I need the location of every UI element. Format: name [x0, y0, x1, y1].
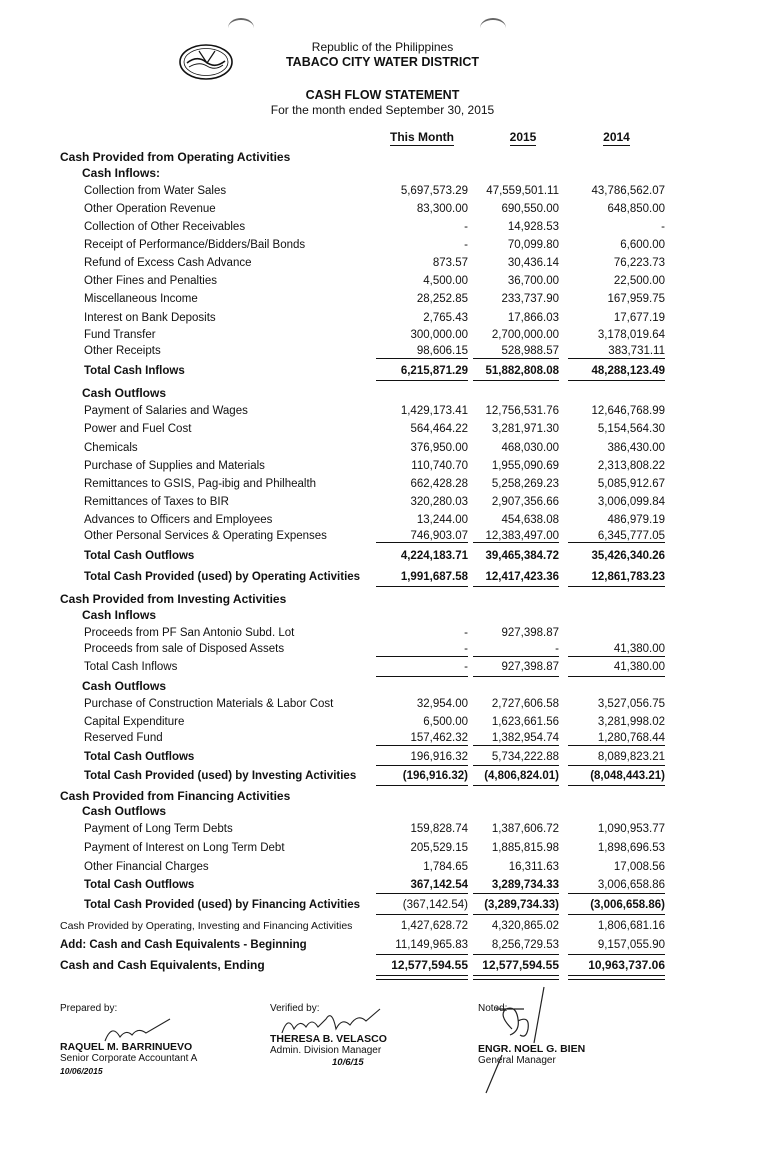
- line-item-label: Proceeds from PF San Antonio Subd. Lot: [84, 627, 295, 639]
- amount-this-month: -: [464, 221, 468, 233]
- rule: [568, 914, 665, 915]
- amount-2014: 1,280,768.44: [597, 732, 665, 744]
- amount-2014: 17,008.56: [613, 861, 665, 873]
- line-item-label: Capital Expenditure: [84, 716, 185, 728]
- line-item-row: [0, 840, 765, 856]
- amount-2015: 70,099.80: [507, 239, 559, 251]
- amount-this-month: 873.57: [432, 257, 468, 269]
- amount-2015: 2,907,356.66: [491, 496, 559, 508]
- rule: [473, 676, 559, 677]
- line-item-row: [0, 403, 765, 419]
- amount-2015: 927,398.87: [501, 627, 559, 639]
- punch-hole-mark: [480, 18, 506, 38]
- amount-2015: 2,700,000.00: [491, 329, 559, 341]
- signatory-title: Senior Corporate Accountant A: [60, 1053, 198, 1064]
- amount-this-month: 564,464.22: [410, 423, 468, 435]
- column-header-2014: 2014: [603, 130, 630, 144]
- document-header: [0, 40, 765, 70]
- rule: [473, 765, 559, 766]
- line-item-label: Remittances of Taxes to BIR: [84, 496, 229, 508]
- line-item-label: Power and Fuel Cost: [84, 423, 192, 435]
- line-item-row: [0, 219, 765, 235]
- amount-this-month: 28,252.85: [416, 293, 468, 305]
- line-item-row: [0, 714, 765, 730]
- line-item-label: Payment of Salaries and Wages: [84, 405, 248, 417]
- rule: [376, 745, 468, 746]
- double-rule: [376, 975, 468, 980]
- amount-this-month: 159,828.74: [410, 823, 468, 835]
- amount-2015: 468,030.00: [501, 442, 559, 454]
- amount-2014: 17,677.19: [613, 312, 665, 324]
- summary-row-combined: Cash Provided by Operating, Investing and Financing Activities 1,427,628.72 4,320,865.02 1,806,681.16: [60, 920, 665, 932]
- amount-this-month: 83,300.00: [416, 203, 468, 215]
- total-row-investing-outflows: Total Cash Outflows 196,916.32 5,734,222.88 8,089,823.21: [84, 751, 665, 763]
- rule: [568, 676, 665, 677]
- amount-this-month: 376,950.00: [410, 442, 468, 454]
- signatory-verified: [270, 1003, 420, 1069]
- net-row-financing: Total Cash Provided (used) by Financing Activities (367,142.54) (3,289,734.33) (3,006,658.86): [84, 899, 665, 911]
- signatory-noted: [478, 1003, 628, 1067]
- amount-this-month: 662,428.28: [410, 478, 468, 490]
- amount-2014: 22,500.00: [613, 275, 665, 287]
- signatory-name: RAQUEL M. BARRINUEVO: [60, 1041, 193, 1053]
- amount-this-month: 1,429,173.41: [400, 405, 468, 417]
- rule: [376, 765, 468, 766]
- line-item-label: Payment of Interest on Long Term Debt: [84, 842, 285, 854]
- rule: [568, 586, 665, 587]
- rule: [376, 914, 468, 915]
- line-item-row: [0, 255, 765, 271]
- amount-2014: 648,850.00: [607, 203, 665, 215]
- line-item-label: Collection from Water Sales: [84, 185, 227, 197]
- amount-this-month: 6,500.00: [423, 716, 468, 728]
- rule: [473, 914, 559, 915]
- amount-2014: 2,313,808.22: [597, 460, 665, 472]
- rule: [568, 656, 665, 657]
- line-item-label: Miscellaneous Income: [84, 293, 198, 305]
- line-item-row: [0, 327, 765, 343]
- amount-this-month: -: [464, 627, 468, 639]
- subsection-financing-outflows: Cash Outflows: [82, 804, 167, 818]
- statement-period: For the month ended September 30, 2015: [270, 103, 495, 117]
- amount-2014: 486,979.19: [607, 514, 665, 526]
- rule: [473, 358, 559, 359]
- statement-title: CASH FLOW STATEMENT: [305, 88, 460, 102]
- amount-2015: 1,885,815.98: [491, 842, 559, 854]
- amount-this-month: 746,903.07: [410, 530, 468, 542]
- line-item-label: Other Personal Services & Operating Expenses: [84, 530, 327, 542]
- amount-2014: 386,430.00: [607, 442, 665, 454]
- rule: [568, 785, 665, 786]
- signatory-date: 10/06/2015: [60, 1066, 103, 1076]
- rule: [376, 785, 468, 786]
- line-item-label: Fund Transfer: [84, 329, 156, 341]
- line-item-row: [0, 421, 765, 437]
- amount-2014: 1,090,953.77: [597, 823, 665, 835]
- rule: [473, 785, 559, 786]
- amount-2015: 5,258,269.23: [491, 478, 559, 490]
- rule: [376, 676, 468, 677]
- rule: [376, 358, 468, 359]
- line-item-row: [0, 237, 765, 253]
- amount-2014: 3,178,019.64: [597, 329, 665, 341]
- amount-2014: 167,959.75: [607, 293, 665, 305]
- amount-2015: 454,638.08: [501, 514, 559, 526]
- rule: [473, 954, 559, 955]
- signatory-caption: Prepared by:: [60, 1003, 118, 1014]
- rule: [376, 954, 468, 955]
- amount-2014: 6,345,777.05: [597, 530, 665, 542]
- rule: [473, 542, 559, 543]
- line-item-label: Other Financial Charges: [84, 861, 209, 873]
- line-item-row: [0, 273, 765, 289]
- line-item-row: [0, 458, 765, 474]
- amount-2015: 1,623,661.56: [491, 716, 559, 728]
- punch-hole-mark: [228, 18, 254, 38]
- line-item-row: [0, 730, 765, 746]
- line-item-row: [0, 512, 765, 528]
- line-item-label: Payment of Long Term Debts: [84, 823, 233, 835]
- rule: [473, 656, 559, 657]
- summary-row-beginning: Add: Cash and Cash Equivalents - Beginning 11,149,965.83 8,256,729.53 9,157,055.90: [60, 939, 665, 951]
- net-row-investing: Total Cash Provided (used) by Investing Activities (196,916.32) (4,806,824.01) (8,048,443.21): [84, 770, 665, 782]
- amount-this-month: 5,697,573.29: [400, 185, 468, 197]
- rule: [376, 656, 468, 657]
- line-item-row: [0, 494, 765, 510]
- line-item-label: Other Fines and Penalties: [84, 275, 217, 287]
- summary-row-ending: Cash and Cash Equivalents, Ending 12,577,594.55 12,577,594.55 10,963,737.06: [60, 958, 665, 972]
- line-item-row: [0, 821, 765, 837]
- amount-this-month: 300,000.00: [410, 329, 468, 341]
- rule: [473, 893, 559, 894]
- amount-2015: 16,311.63: [508, 861, 559, 873]
- amount-2015: 1,955,090.69: [491, 460, 559, 472]
- signatory-title: General Manager: [478, 1055, 556, 1066]
- line-item-label: Chemicals: [84, 442, 138, 454]
- amount-2015: 12,383,497.00: [485, 530, 559, 542]
- rule: [473, 586, 559, 587]
- line-item-row: [0, 183, 765, 199]
- line-item-label: Reserved Fund: [84, 732, 163, 744]
- line-item-row: [0, 440, 765, 456]
- rule: [473, 380, 559, 381]
- subsection-investing-inflows: Cash Inflows: [82, 608, 157, 622]
- signatory-name: THERESA B. VELASCO: [270, 1033, 387, 1045]
- amount-this-month: 4,500.00: [423, 275, 468, 287]
- line-item-row: [0, 343, 765, 359]
- amount-this-month: 205,529.15: [410, 842, 468, 854]
- amount-this-month: 13,244.00: [416, 514, 468, 526]
- line-item-row: [0, 476, 765, 492]
- amount-2014: 383,731.11: [608, 345, 665, 357]
- amount-2015: 17,866.03: [507, 312, 559, 324]
- amount-this-month: 32,954.00: [416, 698, 468, 710]
- line-item-label: Other Receipts: [84, 345, 161, 357]
- line-item-row: [0, 310, 765, 326]
- rule: [376, 380, 468, 381]
- line-item-row: [0, 291, 765, 307]
- line-item-label: Receipt of Performance/Bidders/Bail Bonds: [84, 239, 306, 251]
- total-row-operating-outflows: Total Cash Outflows 4,224,183.71 39,465,384.72 35,426,340.26: [84, 550, 665, 562]
- signatory-prepared: [60, 1003, 230, 1077]
- amount-2015: 3,281,971.30: [491, 423, 559, 435]
- line-item-row: [0, 641, 765, 657]
- amount-2015: 30,436.14: [507, 257, 559, 269]
- signatory-title: Admin. Division Manager: [270, 1045, 382, 1056]
- amount-2015: 528,988.57: [501, 345, 559, 357]
- line-item-label: Purchase of Supplies and Materials: [84, 460, 265, 472]
- signatory-caption: Noted:: [478, 1003, 508, 1014]
- rule: [568, 358, 665, 359]
- line-item-label: Proceeds from sale of Disposed Assets: [84, 643, 285, 655]
- amount-2014: 3,006,099.84: [597, 496, 665, 508]
- amount-2014: 6,600.00: [620, 239, 665, 251]
- amount-2014: 3,281,998.02: [597, 716, 665, 728]
- signatory-caption: Verified by:: [270, 1003, 320, 1014]
- rule: [568, 893, 665, 894]
- handwritten-signature: [100, 1015, 180, 1045]
- amount-this-month: 1,784.65: [423, 861, 468, 873]
- signatory-date: 10/6/15: [332, 1057, 364, 1068]
- signatory-name: ENGR. NOEL G. BIEN: [478, 1043, 586, 1055]
- amount-this-month: 110,740.70: [411, 460, 468, 472]
- amount-2014: 76,223.73: [613, 257, 665, 269]
- double-rule: [568, 975, 665, 980]
- amount-2014: -: [661, 221, 665, 233]
- amount-this-month: 2,765.43: [423, 312, 468, 324]
- total-row-operating-inflows: Total Cash Inflows 6,215,871.29 51,882,808.08 48,288,123.49: [84, 365, 665, 377]
- line-item-label: Purchase of Construction Materials & Labor Cost: [84, 698, 334, 710]
- amount-2015: 233,737.90: [501, 293, 559, 305]
- amount-2014: 41,380.00: [613, 643, 665, 655]
- line-item-row: [0, 696, 765, 712]
- amount-2014: 43,786,562.07: [591, 185, 665, 197]
- rule: [376, 893, 468, 894]
- amount-2015: 690,550.00: [501, 203, 559, 215]
- amount-2015: 47,559,501.11: [486, 185, 559, 197]
- section-heading-operating: Cash Provided from Operating Activities: [60, 150, 291, 164]
- amount-2014: 5,154,564.30: [597, 423, 665, 435]
- republic-line: Republic of the Philippines: [311, 40, 454, 54]
- amount-2015: 2,727,606.58: [491, 698, 559, 710]
- amount-this-month: 320,280.03: [410, 496, 468, 508]
- line-item-row: [0, 201, 765, 217]
- rule: [473, 745, 559, 746]
- amount-this-month: 98,606.15: [416, 345, 468, 357]
- amount-2015: 1,387,606.72: [491, 823, 559, 835]
- handwritten-signature: [270, 1003, 390, 1041]
- amount-2015: 14,928.53: [507, 221, 559, 233]
- rule: [568, 745, 665, 746]
- amount-2014: 5,085,912.67: [597, 478, 665, 490]
- subsection-operating-outflows: Cash Outflows: [82, 386, 167, 400]
- subsection-operating-inflows: Cash Inflows:: [82, 166, 161, 180]
- line-item-label: Refund of Excess Cash Advance: [84, 257, 252, 269]
- amount-2015: 1,382,954.74: [491, 732, 559, 744]
- line-item-label: Collection of Other Receivables: [84, 221, 246, 233]
- amount-this-month: -: [464, 239, 468, 251]
- double-rule: [473, 975, 559, 980]
- line-item-label: Other Operation Revenue: [84, 203, 216, 215]
- net-row-operating: Total Cash Provided (used) by Operating Activities 1,991,687.58 12,417,423.36 12,861,783.23: [84, 571, 665, 583]
- amount-this-month: 157,462.32: [410, 732, 468, 744]
- column-header-this-month: This Month: [390, 130, 454, 144]
- subsection-investing-outflows: Cash Outflows: [82, 679, 167, 693]
- line-item-label: Advances to Officers and Employees: [84, 514, 273, 526]
- handwritten-signature: [478, 985, 568, 1097]
- amount-2014: 12,646,768.99: [591, 405, 665, 417]
- amount-2015: -: [555, 643, 559, 655]
- statement-heading: [0, 88, 765, 118]
- line-item-row: [0, 625, 765, 641]
- column-header-2015: 2015: [509, 130, 537, 144]
- rule: [376, 542, 468, 543]
- section-heading-investing: Cash Provided from Investing Activities: [60, 592, 287, 606]
- rule: [568, 954, 665, 955]
- amount-this-month: -: [464, 643, 468, 655]
- line-item-row: [0, 859, 765, 875]
- rule: [376, 586, 468, 587]
- total-row-investing-inflows: Total Cash Inflows - 927,398.87 41,380.00: [84, 661, 665, 673]
- amount-2014: 1,898,696.53: [597, 842, 665, 854]
- amount-2015: 36,700.00: [507, 275, 559, 287]
- amount-2014: 3,527,056.75: [597, 698, 665, 710]
- rule: [568, 765, 665, 766]
- rule: [568, 380, 665, 381]
- rule: [568, 542, 665, 543]
- agency-name: TABACO CITY WATER DISTRICT: [285, 55, 480, 69]
- line-item-label: Remittances to GSIS, Pag-ibig and Philhealth: [84, 478, 317, 490]
- section-heading-financing: Cash Provided from Financing Activities: [60, 789, 291, 803]
- amount-2015: 12,756,531.76: [485, 405, 559, 417]
- total-row-financing-outflows: Total Cash Outflows 367,142.54 3,289,734.33 3,006,658.86: [84, 879, 665, 891]
- line-item-label: Interest on Bank Deposits: [84, 312, 216, 324]
